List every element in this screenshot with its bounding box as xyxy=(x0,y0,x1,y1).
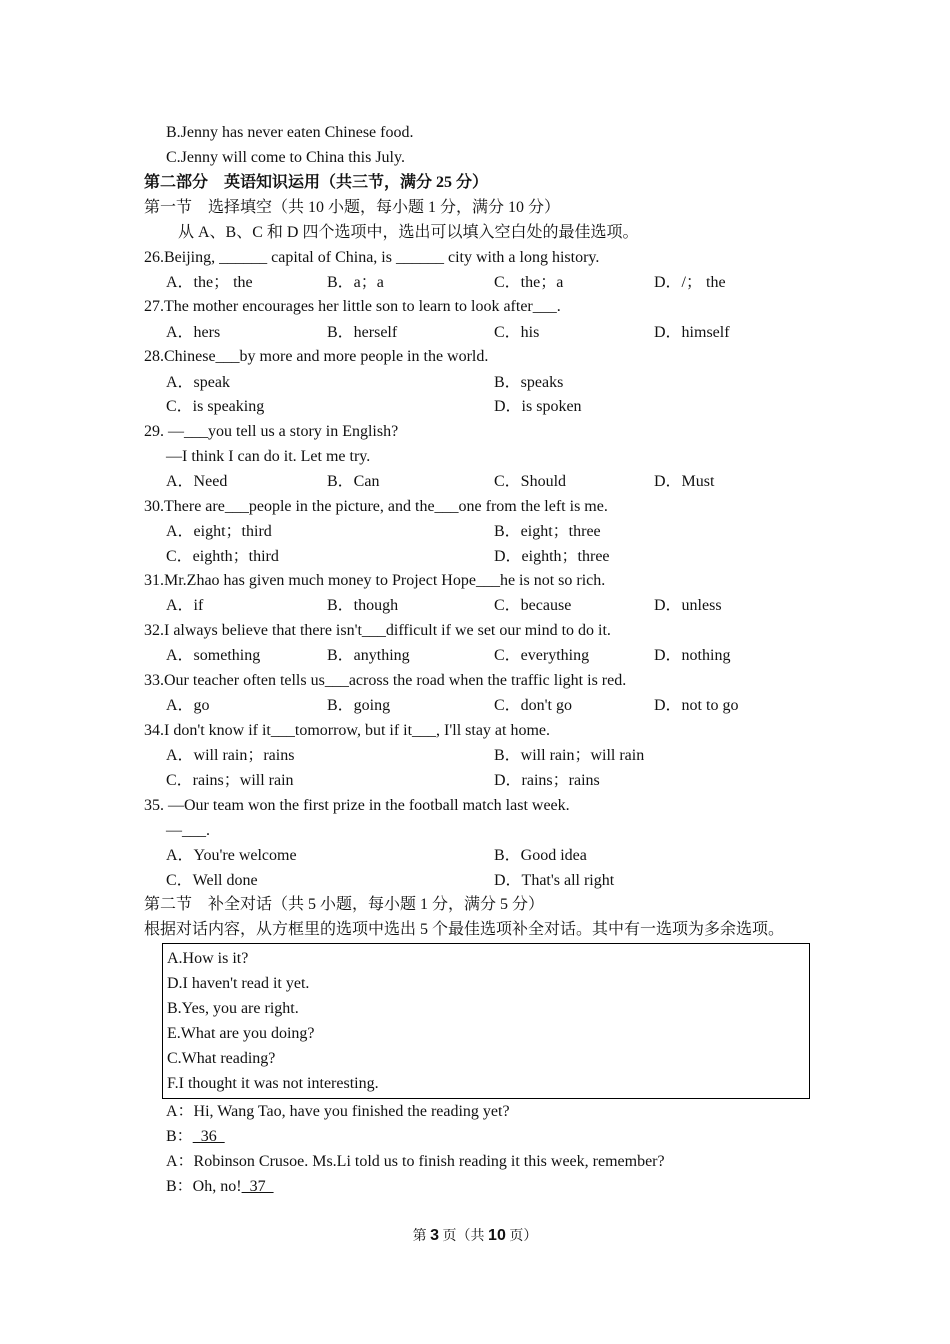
box-option-f: F.I thought it was not interesting. xyxy=(167,1075,379,1092)
question-26-option-b: B．a；a xyxy=(327,274,384,291)
question-35-stem: 35. —Our team won the first prize in the football match last week. xyxy=(144,797,570,814)
question-28-option-b: B．speaks xyxy=(494,374,564,391)
question-34-option-c: C．rains；will rain xyxy=(166,772,294,789)
footer-suffix: 页） xyxy=(505,1229,538,1244)
box-option-a: A.How is it? xyxy=(167,950,249,967)
prev-option-b: B.Jenny has never eaten Chinese food. xyxy=(166,124,414,141)
section1-title: 第一节 选择填空（共 10 小题，每小题 1 分，满分 10 分） xyxy=(144,199,561,216)
question-31-option-a: A．if xyxy=(166,597,204,614)
question-27-stem: 27.The mother encourages her little son to learn to look after___. xyxy=(144,298,561,315)
options-box xyxy=(162,943,810,1099)
box-option-d: D.I haven't read it yet. xyxy=(167,975,310,992)
question-29-stem-reply: —I think I can do it. Let me try. xyxy=(166,448,371,465)
page-footer xyxy=(0,1226,950,1247)
question-34-option-d: D．rains；rains xyxy=(494,772,600,789)
question-33-option-d: D．not to go xyxy=(654,697,739,714)
question-33-option-a: A．go xyxy=(166,697,210,714)
question-28-option-c: C．is speaking xyxy=(166,398,265,415)
part2-title: 第二部分 英语知识运用（共三节，满分 25 分） xyxy=(144,174,489,191)
question-31-option-d: D．unless xyxy=(654,597,722,614)
section1-instruction: 从 A、B、C 和 D 四个选项中，选出可以填入空白处的最佳选项。 xyxy=(178,224,639,241)
question-35-option-c: C．Well done xyxy=(166,872,258,889)
question-28-option-d: D．is spoken xyxy=(494,398,582,415)
question-35-option-b: B．Good idea xyxy=(494,847,587,864)
question-31-option-c: C．because xyxy=(494,597,572,614)
prev-option-c: C.Jenny will come to China this July. xyxy=(166,149,405,166)
question-32-option-d: D．nothing xyxy=(654,647,731,664)
question-30-option-c: C．eighth；third xyxy=(166,548,279,565)
question-32-option-c: C．everything xyxy=(494,647,590,664)
blank-36: 36 xyxy=(192,1128,225,1145)
question-28-option-a: A．speak xyxy=(166,374,230,391)
question-31-stem: 31.Mr.Zhao has given much money to Project Hope___he is not so rich. xyxy=(144,572,606,589)
question-33-option-c: C．don't go xyxy=(494,697,573,714)
question-30-option-d: D．eighth；three xyxy=(494,548,610,565)
question-28-stem: 28.Chinese___by more and more people in the world. xyxy=(144,348,489,365)
footer-middle: 页（共 xyxy=(439,1229,489,1244)
box-option-b: B.Yes, you are right. xyxy=(167,1000,299,1017)
question-33-stem: 33.Our teacher often tells us___across the road when the traffic light is red. xyxy=(144,672,627,689)
box-option-c: C.What reading? xyxy=(167,1050,276,1067)
dialogue-line-3: A：Robinson Crusoe. Ms.Li told us to finish reading it this week, remember? xyxy=(166,1153,665,1170)
page-number: 3 xyxy=(430,1227,440,1244)
question-26-stem: 26.Beijing, ______ capital of China, is ______ city with a long history. xyxy=(144,249,600,266)
question-32-option-b: B．anything xyxy=(327,647,410,664)
question-30-stem: 30.There are___people in the picture, and the___one from the left is me. xyxy=(144,498,608,515)
question-29-option-b: B．Can xyxy=(327,473,380,490)
question-34-stem: 34.I don't know if it___tomorrow, but if it___, I'll stay at home. xyxy=(144,722,551,739)
question-34-option-a: A．will rain；rains xyxy=(166,747,295,764)
question-33-option-b: B．going xyxy=(327,697,391,714)
question-29-option-d: D．Must xyxy=(654,473,715,490)
section2-title: 第二节 补全对话（共 5 小题，每小题 1 分，满分 5 分） xyxy=(144,896,545,913)
question-31-option-b: B．though xyxy=(327,597,399,614)
box-option-e: E.What are you doing? xyxy=(167,1025,315,1042)
question-32-option-a: A．something xyxy=(166,647,261,664)
question-26-option-a: A．the； the xyxy=(166,274,253,291)
question-27-option-d: D．himself xyxy=(654,324,730,341)
question-29-option-a: A．Need xyxy=(166,473,228,490)
question-29-option-c: C．Should xyxy=(494,473,567,490)
footer-prefix: 第 xyxy=(412,1229,431,1244)
question-30-option-a: A．eight；third xyxy=(166,523,272,540)
question-35-option-a: A．You're welcome xyxy=(166,847,297,864)
question-34-option-b: B．will rain；will rain xyxy=(494,747,645,764)
question-27-option-b: B．herself xyxy=(327,324,398,341)
question-32-stem: 32.I always believe that there isn't___difficult if we set our mind to do it. xyxy=(144,622,611,639)
question-29-stem: 29. —___you tell us a story in English? xyxy=(144,423,399,440)
total-pages: 10 xyxy=(488,1227,506,1244)
section2-instruction: 根据对话内容，从方框里的选项中选出 5 个最佳选项补全对话。其中有一选项为多余选项。 xyxy=(144,921,785,938)
question-26-option-d: D．/； the xyxy=(654,274,726,291)
dialogue-speaker-b: B： xyxy=(166,1128,193,1145)
question-27-option-a: A．hers xyxy=(166,324,221,341)
question-27-option-c: C．his xyxy=(494,324,540,341)
question-35-stem-reply: —___. xyxy=(166,822,210,839)
blank-37: 37 xyxy=(241,1178,274,1195)
dialogue-line-1: A：Hi, Wang Tao, have you finished the reading yet? xyxy=(166,1103,510,1120)
question-30-option-b: B．eight；three xyxy=(494,523,601,540)
question-26-option-c: C．the；a xyxy=(494,274,564,291)
dialogue-line-4-text: B：Oh, no! xyxy=(166,1178,242,1195)
question-35-option-d: D．That's all right xyxy=(494,872,615,889)
dialogue-line-2 xyxy=(166,1127,225,1147)
dialogue-line-4 xyxy=(166,1177,274,1197)
